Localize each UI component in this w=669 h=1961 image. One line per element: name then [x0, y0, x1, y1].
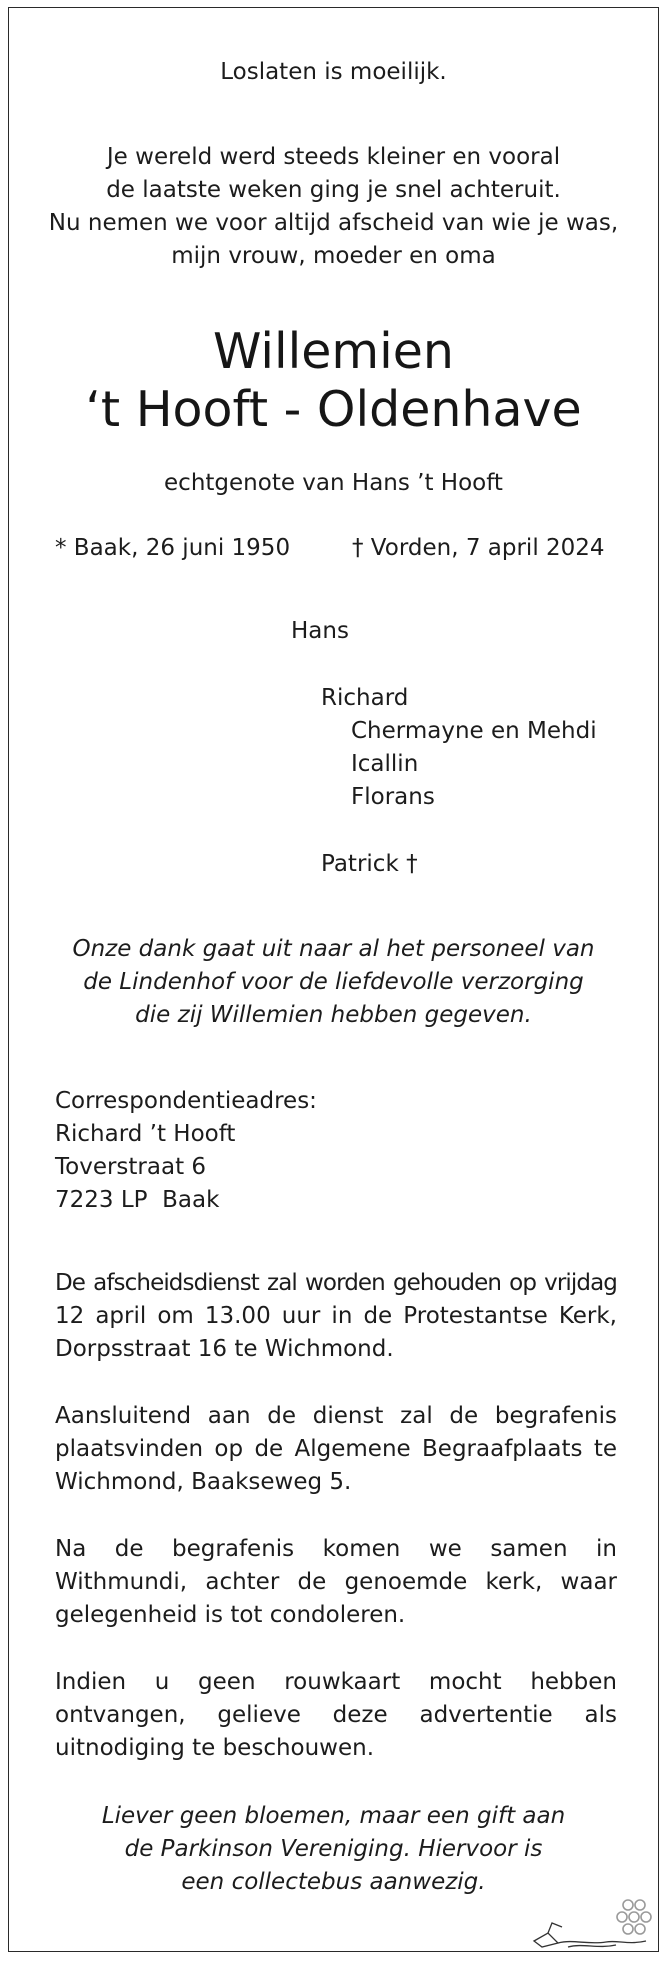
service-line: De afscheidsdienst zal worden gehouden op vrijdag: [55, 1270, 617, 1296]
correspondence-street: Toverstraat 6: [55, 1154, 207, 1180]
family-child: Richard: [321, 685, 409, 711]
deceased-surname: ‘t Hooft - Oldenhave: [85, 381, 582, 438]
poem-line: de laatste weken ging je snel achteruit.: [106, 177, 561, 203]
closing-line: de Parkinson Vereniging. Hiervoor is: [124, 1836, 543, 1862]
death-line: † Vorden, 7 april 2024: [352, 535, 605, 561]
thanks-line: Onze dank gaat uit naar al het personeel van: [72, 936, 595, 962]
gathering-line: Na de begrafenis komen we samen in: [55, 1536, 617, 1562]
poem-line: Je wereld werd steeds kleiner en vooral: [106, 144, 561, 170]
family-grandchild: Chermayne en Mehdi: [351, 718, 597, 744]
service-line: Dorpsstraat 16 te Wichmond.: [55, 1336, 394, 1362]
correspondence-heading: Correspondentieadres:: [55, 1088, 317, 1114]
birth-line: * Baak, 26 juni 1950: [55, 535, 291, 561]
opening-line: Loslaten is moeilijk.: [220, 59, 447, 85]
gathering-line: gelegenheid is tot condoleren.: [55, 1602, 406, 1628]
invitation-line: ontvangen, gelieve deze advertentie als: [55, 1702, 617, 1728]
poem-line: Nu nemen we voor altijd afscheid van wie je was,: [48, 210, 619, 236]
thanks-line: die zij Willemien hebben gegeven.: [135, 1002, 532, 1028]
invitation-line: uitnodiging te beschouwen.: [55, 1735, 375, 1761]
correspondence-postal: 7223 LP Baak: [55, 1187, 220, 1213]
burial-line: Wichmond, Baakseweg 5.: [55, 1469, 352, 1495]
family-child: Patrick †: [321, 851, 418, 877]
correspondence-name: Richard ’t Hooft: [55, 1121, 236, 1147]
burial-line: plaatsvinden op de Algemene Begraafplaats te: [55, 1436, 617, 1462]
spouse-line: echtgenote van Hans ’t Hooft: [164, 470, 503, 496]
family-spouse: Hans: [291, 618, 349, 644]
deceased-first-name: Willemien: [213, 323, 454, 380]
family-grandchild: Florans: [351, 784, 435, 810]
gathering-line: Withmundi, achter de genoemde kerk, waar: [55, 1569, 617, 1595]
family-grandchild: Icallin: [351, 751, 419, 777]
poem-line: mijn vrouw, moeder en oma: [171, 243, 496, 269]
closing-line: een collectebus aanwezig.: [181, 1869, 486, 1895]
thanks-line: de Lindenhof voor de liefdevolle verzorging: [83, 969, 584, 995]
publisher-logo-icon: [528, 1893, 658, 1955]
invitation-line: Indien u geen rouwkaart mocht hebben: [55, 1669, 617, 1695]
burial-line: Aansluitend aan de dienst zal de begrafenis: [55, 1403, 617, 1429]
service-line: 12 april om 13.00 uur in de Protestantse Kerk,: [55, 1303, 617, 1329]
closing-line: Liever geen bloemen, maar een gift aan: [101, 1803, 566, 1829]
